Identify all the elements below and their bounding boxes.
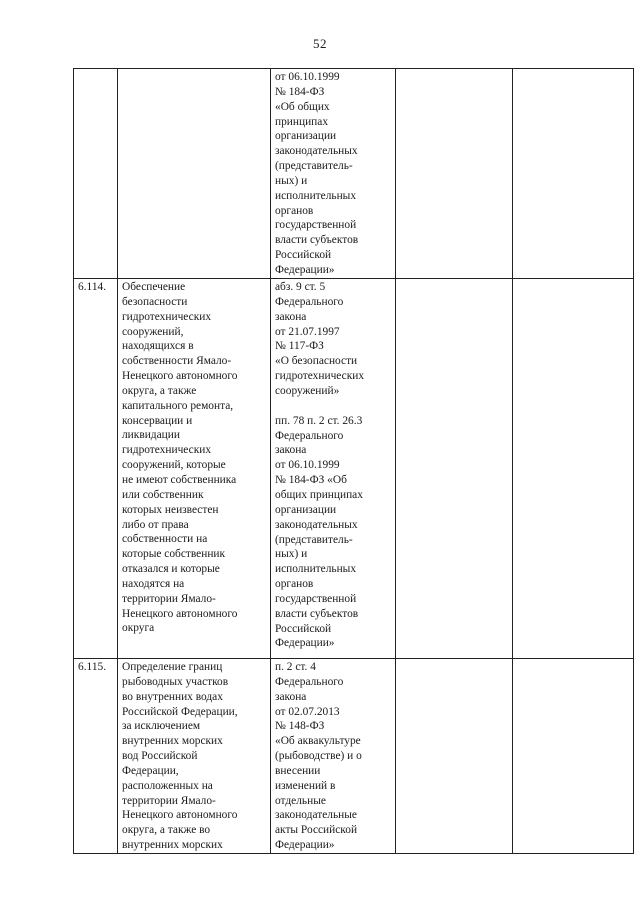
cell-text-line: «Об аквакультуре [275,735,361,748]
cell-text-line: отказался и которые [122,563,220,576]
cell-text-line: ликвидации [122,429,180,442]
cell-text-line: законодательных [275,518,358,531]
cell-text-line: органов [275,578,314,591]
authority-description-cell [118,69,271,279]
cell-text-line: сооружений» [275,384,340,397]
cell-text-line: (представитель- [275,533,353,546]
cell-text-line: от 02.07.2013 [275,705,340,718]
cell-text-line: от 06.10.1999 [275,459,340,472]
cell-text-line: рыбоводных участков [122,675,229,688]
legal-basis-cell [271,69,396,279]
cell-text-line: вод Российской [122,750,198,763]
cell-text-line: ных) и [275,174,308,187]
cell-text-line: общих принципах [275,488,363,501]
legal-basis-cell [271,279,396,659]
cell-text-line: принципах [275,115,329,128]
cell-text-line: гидротехнических [122,444,212,457]
cell-text-line: власти субъектов [275,607,359,620]
cell-text-line: Ненецкого автономного [122,809,238,822]
authority-description-cell [118,279,271,659]
cell-text-line: Ненецкого автономного [122,607,238,620]
cell-text-line: гидротехнических [122,310,212,323]
cell-text-line: округа [122,622,155,635]
cell-text-line: за исключением [122,720,201,733]
cell-text-line: от 21.07.1997 [275,325,340,338]
cell-text-line: Федерации» [275,637,335,650]
cell-text-line: Федерации, [122,764,179,777]
empty-cell [513,279,634,659]
legislation-table [73,68,634,854]
cell-text-line: территории Ямало- [122,794,216,807]
cell-text-line: закона [275,310,307,323]
cell-text-line: закона [275,690,307,703]
cell-text-line: безопасности [122,295,188,308]
empty-cell [396,69,513,279]
cell-text-line: п. 2 ст. 4 [275,661,316,673]
cell-text-line: отдельные [275,794,326,807]
cell-text-line: Российской [275,249,332,262]
legal-basis-cell [271,659,396,854]
cell-text-line: округа, а также [122,384,197,397]
cell-text-line: государственной [275,592,357,605]
cell-text-line: организации [275,503,337,516]
table-row [74,659,634,854]
empty-cell [396,659,513,854]
cell-text-line: организации [275,130,337,143]
cell-text-line: гидротехнических [275,370,365,383]
table-row [74,279,634,659]
cell-text-line: № 184-ФЗ «Об [275,474,347,487]
page-number: 52 [313,36,327,51]
cell-text-line: внутренних морских [122,735,223,748]
cell-text-line: акты Российской [275,824,358,837]
cell-text-line: Обеспечение [122,281,186,293]
cell-text-line: № 148-ФЗ [275,720,325,733]
cell-text-line: Федерального [275,295,344,308]
cell-text-line: собственности на [122,533,208,546]
row-number-cell: 6.114. [74,279,118,659]
cell-text-line: закона [275,444,307,457]
cell-text-line: округа, а также во [122,824,211,837]
cell-text-line: находящихся в [122,340,194,353]
cell-text-line: консервации и [122,414,193,427]
cell-text-line: Федерации» [275,839,335,852]
cell-text-line: находятся на [122,577,185,590]
cell-text-line: капитального ремонта, [122,399,234,412]
cell-text-line: пп. 78 п. 2 ст. 26.3 [275,414,363,427]
row-number-cell: 6.115. [74,659,118,854]
cell-text-line: «Об общих [275,100,330,113]
cell-text-line: государственной [275,219,357,232]
cell-text-line: ных) и [275,548,308,561]
cell-text-line: Федерального [275,429,344,442]
cell-text-line: законодательные [275,809,357,822]
empty-cell [513,659,634,854]
cell-text-line: либо от права [122,518,189,531]
cell-text-line: которых неизвестен [122,503,219,516]
cell-text-line: (представитель- [275,160,353,173]
cell-text-line: Федерального [275,675,344,688]
cell-text-line: или собственник [122,488,204,501]
cell-text-line: Российской [275,622,332,635]
cell-text-line: Федерации» [275,263,335,276]
cell-text-line: исполнительных [275,563,357,576]
cell-text-line: «О безопасности [275,355,358,368]
cell-text-line: изменений в [275,779,336,792]
cell-text-line: абз. 9 ст. 5 [275,281,326,293]
cell-text-line: территории Ямало- [122,592,216,605]
cell-text-line: во внутренних водах [122,690,223,703]
cell-text-line: Определение границ [122,661,223,673]
cell-text-line: внесении [275,764,321,777]
table-row [74,69,634,279]
cell-text-line: внутренних морских [122,839,223,852]
cell-text-line: не имеют собственника [122,473,237,486]
cell-text-line: исполнительных [275,189,357,202]
cell-text-line: власти субъектов [275,234,359,247]
cell-text-line: сооружений, [122,325,184,338]
cell-text-line: собственности Ямало- [122,355,232,368]
authority-description-cell [118,659,271,854]
cell-text-line: расположенных на [122,779,213,792]
cell-text-line [275,399,393,414]
cell-text-line: органов [275,204,314,217]
cell-text-line: от 06.10.1999 [275,71,340,83]
cell-text-line: законодательных [275,145,358,158]
cell-text-line: Ненецкого автономного [122,370,238,383]
cell-text-line: сооружений, которые [122,459,226,472]
cell-text-line: (рыбоводстве) и о [275,750,362,763]
cell-text-line: № 117-ФЗ [275,340,324,353]
row-number-cell [74,69,118,279]
cell-text-line: № 184-ФЗ [275,85,325,98]
cell-text-line: которые собственник [122,548,226,561]
empty-cell [396,279,513,659]
cell-text-line: Российской Федерации, [122,705,238,718]
empty-cell [513,69,634,279]
